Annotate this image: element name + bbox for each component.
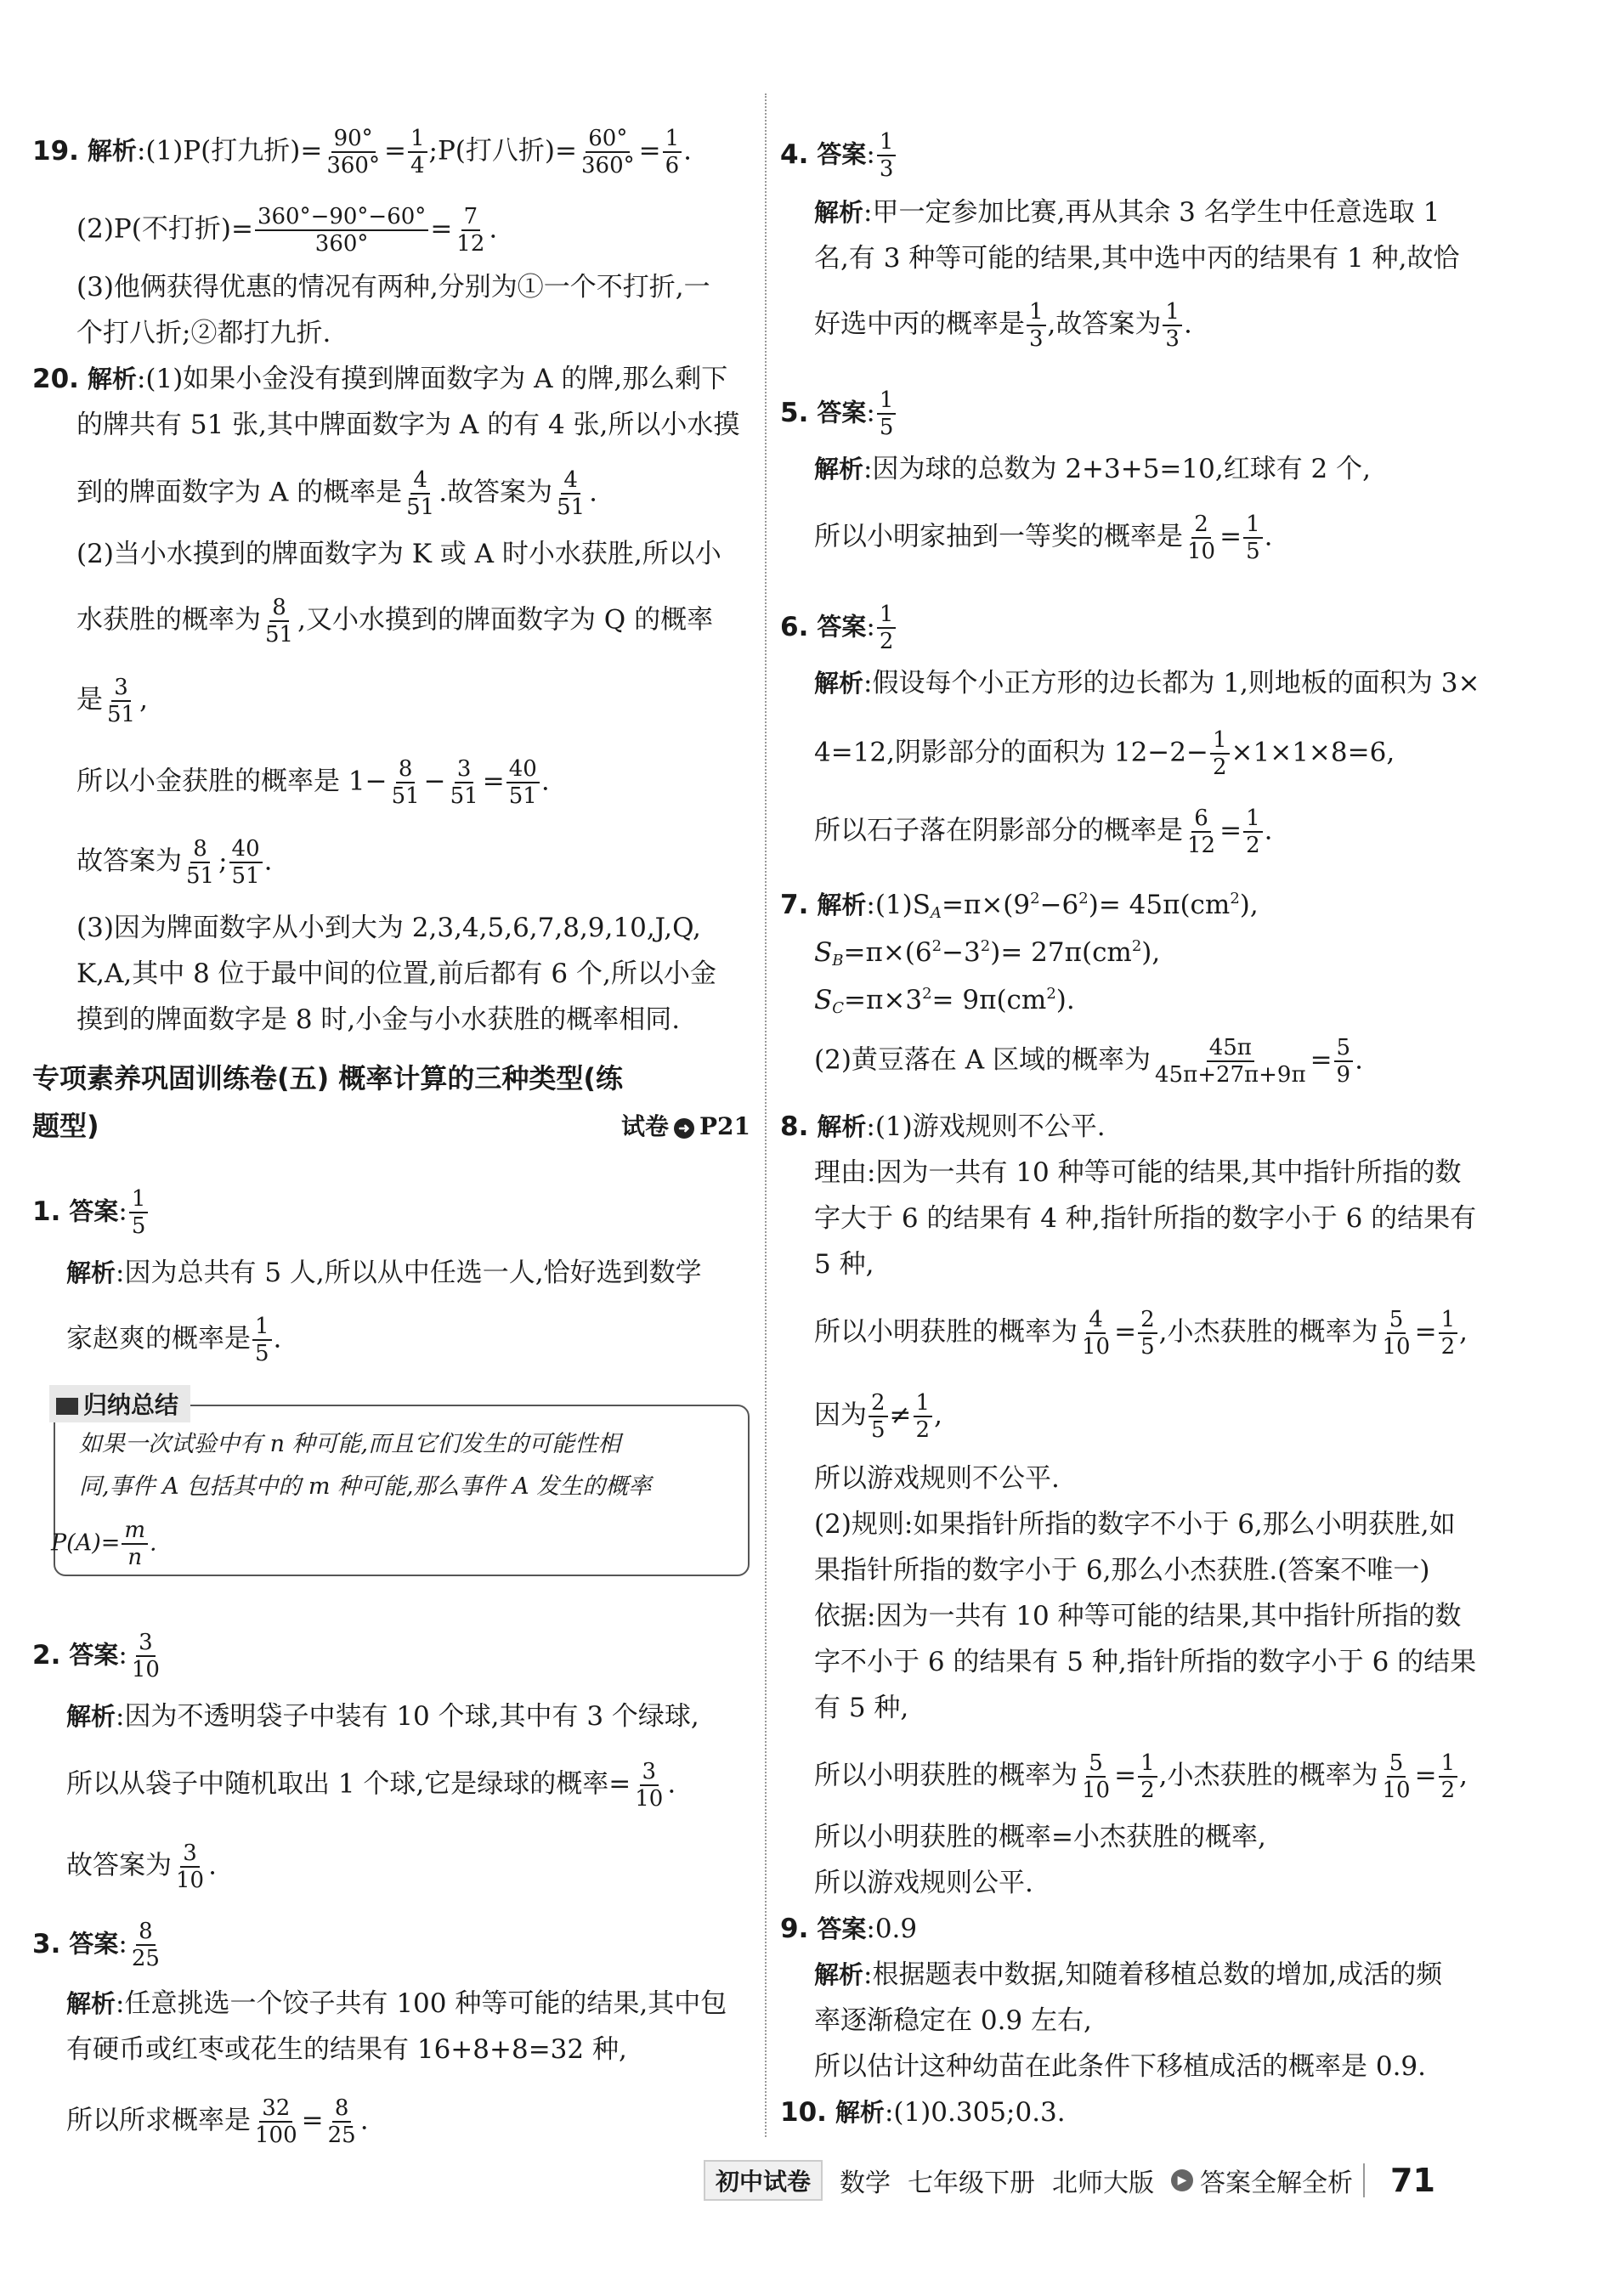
page-footer bbox=[704, 2157, 1435, 2204]
play-icon: ▶ bbox=[1171, 2169, 1193, 2191]
section-title-line-2: 题型) bbox=[32, 1110, 99, 1142]
q8-line-12: 有 5 种, bbox=[814, 1693, 909, 1723]
q5-answer-label: 答案 bbox=[817, 398, 867, 427]
q3-analysis-line-3: 所以所求概率是 $\frac{32}{100}$ = $\frac{8}{25}$ . bbox=[66, 2095, 369, 2148]
fraction: $\frac{45\pi}{45\pi+27\pi+9\pi}$ bbox=[1155, 1035, 1306, 1088]
q3-answer-label: 答案 bbox=[69, 1929, 119, 1959]
fraction: $\frac{3}{10}$ bbox=[131, 1630, 160, 1682]
q6-analysis-line-2: 4=12,阴影部分的面积为 12−2− $\frac{1}{2}$ ×1×1×8=6, bbox=[814, 727, 1395, 780]
fraction: $\frac{1}{3}$ bbox=[1027, 299, 1046, 352]
q6-analysis-line-3: 所以石子落在阴影部分的概率是 $\frac{6}{12}$ = $\frac{1}{2}$ . bbox=[814, 806, 1273, 858]
fraction: $\frac{1}{5}$ bbox=[252, 1314, 272, 1366]
fraction: $\frac{1}{2}$ bbox=[1439, 1750, 1458, 1803]
q1-answer-line: 1. 答案: $\frac{1}{5}$ bbox=[32, 1186, 150, 1239]
fraction: $\frac{60^\circ}{360^\circ}$ bbox=[580, 126, 635, 178]
fraction: $\frac{3}{10}$ bbox=[635, 1759, 664, 1812]
q9-number: 9. bbox=[780, 1914, 809, 1944]
footer-grade: 七年级下册 bbox=[908, 2168, 1036, 2198]
q8-line-5: 所以小明获胜的概率为 $\frac{4}{10}$ = $\frac{2}{5}$ ,小杰获胜的概率为 $\frac{5}{10}$ = $\frac{1}{2}$ , bbox=[814, 1307, 1468, 1360]
q9-answer-label: 答案 bbox=[817, 1914, 867, 1943]
q1-number: 1. bbox=[32, 1196, 61, 1227]
q7-line-2: $S_B=\pi\times(6^2-3^2)= 27\pi(cm^2)$, bbox=[814, 937, 1161, 970]
fraction: $\frac{1}{3}$ bbox=[1163, 299, 1182, 352]
fraction: $\frac{4}{51}$ bbox=[406, 467, 435, 520]
q9-analysis-line-2: 率逐渐稳定在 0.9 左右, bbox=[814, 2005, 1092, 2036]
q1-answer-label: 答案 bbox=[69, 1196, 119, 1226]
fraction: $\frac{3}{51}$ bbox=[450, 756, 478, 809]
q6-number: 6. bbox=[780, 611, 809, 642]
q2-answer-label: 答案 bbox=[69, 1640, 119, 1670]
q4-analysis-line-1: 解析:甲一定参加比赛,再从其余 3 名学生中任意选取 1 bbox=[814, 197, 1440, 228]
fraction: $\frac{32}{100}$ bbox=[255, 2095, 297, 2148]
footer-title: 答案全解全析 bbox=[1200, 2168, 1354, 2198]
q2-number: 2. bbox=[32, 1639, 61, 1671]
q20-line-10: K,A,其中 8 位于最中间的位置,前后都有 6 个,所以小金 bbox=[76, 958, 716, 989]
q2-analysis-line-3: 故答案为 $\frac{3}{10}$ . bbox=[66, 1840, 217, 1893]
q4-answer-line: 4. 答案: $\frac{1}{3}$ bbox=[780, 129, 897, 182]
q1-analysis-label: 解析 bbox=[66, 1258, 116, 1287]
q10-line-1: 10. 解析:(1)0.305;0.3. bbox=[780, 2094, 1066, 2131]
q4-number: 4. bbox=[780, 139, 809, 170]
fraction: $\frac{8}{51}$ bbox=[391, 756, 420, 809]
q8-line-1: 8. 解析:(1)游戏规则不公平. bbox=[780, 1108, 1106, 1145]
q2-answer-line: 2. 答案: $\frac{3}{10}$ bbox=[32, 1630, 164, 1682]
fraction: $\frac{5}{9}$ bbox=[1334, 1035, 1354, 1088]
q8-line-13: 所以小明获胜的概率为 $\frac{5}{10}$ = $\frac{1}{2}$ ,小杰获胜的概率为 $\frac{5}{10}$ = $\frac{1}{2}$ , bbox=[814, 1750, 1468, 1803]
q5-analysis-line-2: 所以小明家抽到一等奖的概率是 $\frac{2}{10}$ = $\frac{1}{5}$ . bbox=[814, 512, 1273, 564]
fraction: $\frac{4}{10}$ bbox=[1082, 1307, 1111, 1360]
summary-line-2: 同,事件 A 包括其中的 m 种可能,那么事件 A 发生的概率 bbox=[79, 1473, 652, 1500]
q20-label: 解析 bbox=[87, 365, 137, 393]
fraction: $\frac{1}{4}$ bbox=[408, 126, 427, 178]
fraction: $\frac{1}{2}$ bbox=[1138, 1750, 1157, 1803]
q19-text: :(1) bbox=[136, 135, 184, 167]
fraction: $\frac{1}{2}$ bbox=[1210, 727, 1230, 780]
fraction: $\frac{8}{25}$ bbox=[131, 1919, 160, 1971]
footer-edition: 北师大版 bbox=[1052, 2168, 1155, 2198]
summary-title: 归纳总结 bbox=[49, 1385, 190, 1422]
q8-line-11: 字不小于 6 的结果有 5 种,指针所指的数字小于 6 的结果 bbox=[814, 1647, 1477, 1677]
q8-line-9: 果指针所指的数字小于 6,那么小杰获胜.(答案不唯一) bbox=[814, 1555, 1430, 1586]
q6-answer-line: 6. 答案: $\frac{1}{2}$ bbox=[780, 602, 897, 654]
q7-line-3: $S_C=\pi\times 3^2= 9\pi(cm^2)$. bbox=[814, 985, 1075, 1017]
fraction: $\frac{8}{25}$ bbox=[327, 2095, 356, 2148]
fraction: $\frac{1}{6}$ bbox=[663, 126, 682, 178]
section-title-line-1: 专项素养巩固训练卷(五) 概率计算的三种类型(练 bbox=[32, 1062, 624, 1094]
q9-analysis-label: 解析 bbox=[814, 1960, 864, 1989]
q4-analysis-line-3: 好选中丙的概率是 $\frac{1}{3}$ ,故答案为 $\frac{1}{3}$ . bbox=[814, 299, 1192, 352]
q20-line-5: 水获胜的概率为 $\frac{8}{51}$ ,又小水摸到的牌面数字为 Q 的概率 bbox=[76, 595, 714, 647]
q20-line-2: 的牌共有 51 张,其中牌面数字为 A 的有 4 张,所以小水摸 bbox=[76, 410, 740, 440]
q8-line-15: 所以游戏规则公平. bbox=[814, 1868, 1033, 1898]
q9-analysis-line-3: 所以估计这种幼苗在此条件下移植成活的概率是 0.9. bbox=[814, 2051, 1427, 2082]
q6-analysis-label: 解析 bbox=[814, 669, 864, 698]
q8-line-3: 字大于 6 的结果有 4 种,指针所指的数字小于 6 的结果有 bbox=[814, 1203, 1477, 1234]
q20-line-4: (2)当小水摸到的牌面数字为 K 或 A 时小水获胜,所以小 bbox=[76, 539, 721, 569]
fraction: $\frac{1}{5}$ bbox=[129, 1186, 149, 1239]
q7-analysis-label: 解析 bbox=[817, 891, 867, 919]
q4-analysis-label: 解析 bbox=[814, 198, 864, 227]
q8-analysis-label: 解析 bbox=[817, 1112, 867, 1141]
summary-line-1: 如果一次试验中有 n 种可能,而且它们发生的可能性相 bbox=[79, 1431, 621, 1457]
q3-analysis-label: 解析 bbox=[66, 1989, 116, 2018]
fraction: $\frac{40}{51}$ bbox=[506, 756, 540, 809]
ref-label: 试卷 bbox=[620, 1112, 669, 1140]
fraction: $\frac{1}{3}$ bbox=[877, 129, 897, 182]
fraction: $\frac{8}{51}$ bbox=[265, 595, 294, 647]
q20-line-8: 故答案为 $\frac{8}{51}$ ; $\frac{40}{51}$ . bbox=[76, 836, 273, 889]
fraction: $\frac{1}{2}$ bbox=[1243, 806, 1263, 858]
q8-line-14: 所以小明获胜的概率=小杰获胜的概率, bbox=[814, 1822, 1266, 1852]
q20-line-7: 所以小金获胜的概率是 1− $\frac{8}{51}$ − $\frac{3}{51}$ = $\frac{40}{51}$ . bbox=[76, 756, 550, 809]
fraction: $\frac{1}{5}$ bbox=[877, 387, 897, 440]
page-number: 71 bbox=[1390, 2162, 1435, 2199]
section-reference bbox=[621, 1108, 750, 1142]
fraction: $\frac{4}{51}$ bbox=[557, 467, 586, 520]
q5-analysis-line-1: 解析:因为球的总数为 2+3+5=10,红球有 2 个, bbox=[814, 454, 1371, 484]
column-divider bbox=[765, 93, 767, 2137]
q3-analysis-line-2: 有硬币或红枣或花生的结果有 16+8+8=32 种, bbox=[66, 2034, 627, 2065]
fraction: $\frac{1}{2}$ bbox=[877, 602, 897, 654]
q4-analysis-line-2: 名,有 3 种等可能的结果,其中选中丙的结果有 1 种,故恰 bbox=[814, 243, 1460, 274]
q19-line-3: (3)他俩获得优惠的情况有两种,分别为①一个不打折,一 bbox=[76, 272, 710, 303]
q3-analysis-line-1: 解析:任意挑选一个饺子共有 100 种等可能的结果,其中包 bbox=[66, 1988, 727, 2019]
fraction: $\frac{7}{12}$ bbox=[456, 204, 485, 257]
q8-number: 8. bbox=[780, 1111, 809, 1142]
fraction: $\frac{1}{5}$ bbox=[1243, 512, 1263, 564]
q8-line-10: 依据:因为一共有 10 种等可能的结果,其中指针所指的数 bbox=[814, 1601, 1462, 1631]
q20-line-9: (3)因为牌面数字从小到大为 2,3,4,5,6,7,8,9,10,J,Q, bbox=[76, 913, 701, 943]
q3-number: 3. bbox=[32, 1928, 61, 1959]
fraction: $\frac{40}{51}$ bbox=[229, 836, 263, 889]
q19-line-2: (2)P(不打折)= $\frac{360^\circ-90^\circ-60^\circ}{360^\circ}$ = $\frac{7}{12}$ . bbox=[76, 204, 498, 257]
q4-answer-label: 答案 bbox=[817, 139, 867, 169]
summary-line-3: P(A)= $\frac{m}{n}$ . bbox=[51, 1518, 157, 1570]
fraction: $\frac{8}{51}$ bbox=[186, 836, 215, 889]
q19-label: 解析 bbox=[87, 136, 137, 166]
q2-analysis-line-1: 解析:因为不透明袋子中装有 10 个球,其中有 3 个绿球, bbox=[66, 1701, 699, 1732]
ref-page: P21 bbox=[699, 1112, 750, 1140]
fraction: $\frac{1}{2}$ bbox=[1439, 1307, 1458, 1360]
arrow-right-icon: ➜ bbox=[674, 1118, 694, 1139]
q10-analysis-label: 解析 bbox=[835, 2098, 885, 2127]
fraction: $\frac{360^\circ-90^\circ-60^\circ}{360^\circ}$ bbox=[255, 204, 428, 257]
q5-number: 5. bbox=[780, 397, 809, 428]
q8-line-4: 5 种, bbox=[814, 1249, 874, 1280]
fraction: $\frac{5}{10}$ bbox=[1382, 1307, 1411, 1360]
q1-analysis-line-1: 解析:因为总共有 5 人,所以从中任选一人,恰好选到数学 bbox=[66, 1258, 702, 1288]
q20-line-3: 到的牌面数字为 A 的概率是 $\frac{4}{51}$ .故答案为 $\frac{4}{51}$ . bbox=[76, 467, 598, 520]
q9-answer-line: 9. 答案:0.9 bbox=[780, 1910, 917, 1948]
q9-analysis-line-1: 解析:根据题表中数据,知随着移植总数的增加,成活的频 bbox=[814, 1959, 1443, 1990]
fraction: $\frac{3}{51}$ bbox=[107, 675, 136, 727]
q5-analysis-label: 解析 bbox=[814, 455, 864, 483]
fraction: $\frac{2}{10}$ bbox=[1187, 512, 1216, 564]
fraction: $\frac{2}{5}$ bbox=[1138, 1307, 1157, 1360]
q8-line-2: 理由:因为一共有 10 种等可能的结果,其中指针所指的数 bbox=[814, 1157, 1462, 1188]
q20-number: 20. bbox=[32, 364, 79, 394]
fraction: $\frac{1}{2}$ bbox=[914, 1390, 933, 1443]
q10-number: 10. bbox=[780, 2097, 827, 2128]
q7-line-4: (2)黄豆落在 A 区域的概率为 $\frac{45\pi}{45\pi+27\pi+9\pi}$ = $\frac{5}{9}$ . bbox=[814, 1035, 1363, 1088]
q6-analysis-line-1: 解析:假设每个小正方形的边长都为 1,则地板的面积为 3× bbox=[814, 668, 1480, 698]
q8-line-7: 所以游戏规则不公平. bbox=[814, 1463, 1060, 1494]
q2-analysis-line-2: 所以从袋子中随机取出 1 个球,它是绿球的概率= $\frac{3}{10}$ . bbox=[66, 1759, 676, 1812]
fraction: $\frac{3}{10}$ bbox=[176, 1840, 205, 1893]
footer-subject: 数学 bbox=[840, 2168, 891, 2198]
q7-number: 7. bbox=[780, 890, 809, 920]
book-icon bbox=[56, 1398, 78, 1415]
q2-analysis-label: 解析 bbox=[66, 1702, 116, 1731]
q19-text: P(打九折)= bbox=[183, 135, 323, 167]
fraction: $\frac{5}{10}$ bbox=[1382, 1750, 1411, 1803]
q8-line-6: 因为 $\frac{2}{5}$ ≠ $\frac{1}{2}$ , bbox=[814, 1390, 942, 1443]
q7-line-1: 7. 解析$:(1)S_A=\pi\times(9^2-6^2)= 45\pi(cm^2)$, bbox=[780, 880, 1259, 932]
brand-badge: 初中试卷 bbox=[704, 2160, 823, 2201]
fraction: $\frac{90^\circ}{360^\circ}$ bbox=[326, 126, 380, 178]
fraction: $\frac{2}{5}$ bbox=[869, 1390, 888, 1443]
q19-line-1: 19. 解析:(1)P(打九折)= $\frac{90^\circ}{360^\circ}$ = $\frac{1}{4}$ ;P(打八折)= $\frac{60^\circ}{360^\circ}$ = $\frac{1}{6}$ . bbox=[32, 126, 693, 178]
q20-line-11: 摸到的牌面数字是 8 时,小金与小水获胜的概率相同. bbox=[76, 1004, 681, 1035]
q3-answer-line: 3. 答案: $\frac{8}{25}$ bbox=[32, 1919, 164, 1971]
q1-analysis-line-2: 家赵爽的概率是 $\frac{1}{5}$ . bbox=[66, 1314, 282, 1366]
fraction: $\frac{5}{10}$ bbox=[1082, 1750, 1111, 1803]
q5-answer-line: 5. 答案: $\frac{1}{5}$ bbox=[780, 387, 897, 440]
q19-number: 19. bbox=[32, 135, 79, 167]
q20-line-1: 20. 解析:(1)如果小金没有摸到牌面数字为 A 的牌,那么剩下 bbox=[32, 360, 727, 398]
q6-answer-label: 答案 bbox=[817, 612, 867, 642]
q8-line-8: (2)规则:如果指针所指的数字不小于 6,那么小明获胜,如 bbox=[814, 1509, 1456, 1540]
fraction: $\frac{m}{n}$ bbox=[122, 1518, 148, 1570]
q20-line-6: 是 $\frac{3}{51}$ , bbox=[76, 675, 148, 727]
q19-line-4: 个打八折;②都打九折. bbox=[76, 318, 331, 348]
footer-divider bbox=[1363, 2163, 1365, 2197]
fraction: $\frac{6}{12}$ bbox=[1187, 806, 1216, 858]
